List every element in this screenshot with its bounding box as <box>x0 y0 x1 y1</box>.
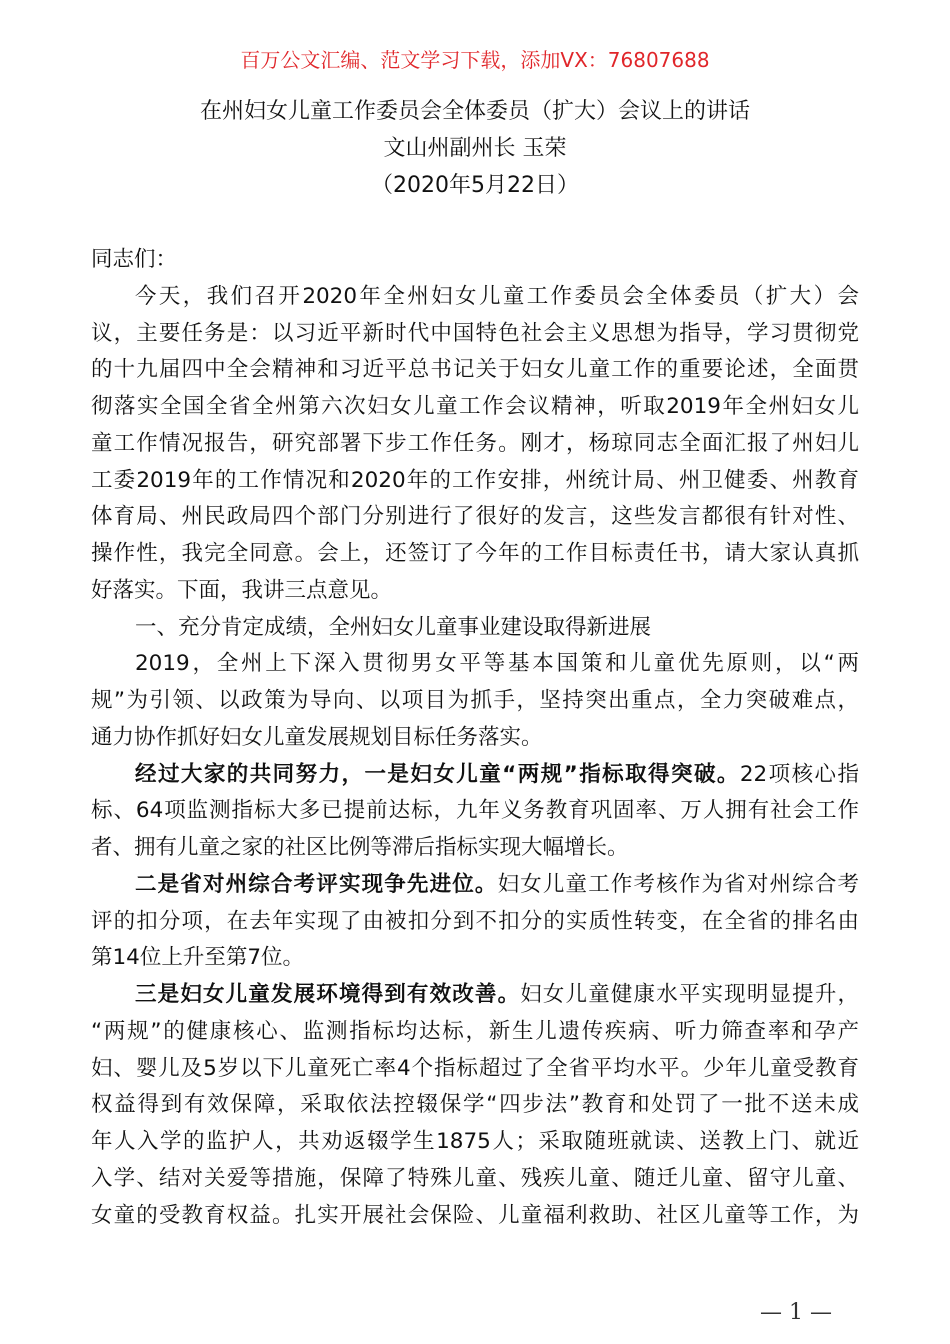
body-text: 通力协作抓好妇女儿童发展规划目标任务落实。 <box>91 724 543 750</box>
body-text: 评的扣分项，在去年实现了由被扣分到不扣分的实质性转变，在全省的排名由 <box>91 908 859 934</box>
text-line <box>91 943 859 973</box>
body-text: 2019，全州上下深入贯彻男女平等基本国策和儿童优先原则，以“两 <box>135 651 859 677</box>
text-line <box>91 319 859 349</box>
text-line <box>91 539 859 569</box>
text-line <box>91 466 859 496</box>
text-line <box>91 980 859 1010</box>
text-line <box>91 576 859 606</box>
body-text: 女童的受教育权益。扎实开展社会保险、儿童福利救助、社区儿童等工作，为 <box>91 1202 859 1228</box>
text-line <box>91 833 859 863</box>
text-line <box>91 686 859 716</box>
body-text: 入学、结对关爱等措施，保障了特殊儿童、残疾儿童、随迁儿童、留守儿童、 <box>91 1165 859 1191</box>
body-text: 妇女儿童工作考核作为省对州综合考 <box>497 871 859 897</box>
bold-lead-text: 经过大家的共同努力，一是妇女儿童“两规”指标取得突破。 <box>135 761 740 787</box>
text-line <box>91 649 859 679</box>
body-text: 操作性，我完全同意。会上，还签订了今年的工作目标责任书，请大家认真抓 <box>91 541 859 566</box>
text-line <box>91 870 859 900</box>
body-text: 者、拥有儿童之家的社区比例等滞后指标实现大幅增长。 <box>91 835 629 860</box>
text-line <box>91 907 859 937</box>
body-text: 体育局、州民政局四个部门分别进行了很好的发言，这些发言都很有针对性、 <box>91 504 859 530</box>
text-line <box>91 1127 859 1157</box>
page-number: — 1 — <box>760 1300 832 1325</box>
text-line <box>91 429 859 459</box>
body-text: 妇女儿童健康水平实现明显提升， <box>520 982 859 1007</box>
text-line <box>91 1054 859 1084</box>
text-line <box>91 1017 859 1047</box>
body-text: 的十九届四中全会精神和习近平总书记关于妇女儿童工作的重要论述，全面贯 <box>91 357 859 383</box>
body-text: 彻落实全国全省全州第六次妇女儿童工作会议精神，听取2019年全州妇女儿 <box>91 394 859 419</box>
bold-lead-text: 二是省对州综合考评实现争先进位。 <box>135 871 498 897</box>
body-text: 一、充分肯定成绩，全州妇女儿童事业建设取得新进展 <box>135 614 652 640</box>
body-text: 第14位上升至第7位。 <box>91 945 305 971</box>
text-line <box>91 613 859 643</box>
body-text: 今天，我们召开2020年全州妇女儿童工作委员会全体委员（扩大）会 <box>135 283 859 309</box>
body-text: 22项核心指 <box>739 761 860 787</box>
body-text: 标、64项监测指标大多已提前达标，九年义务教育巩固率、万人拥有社会工作 <box>91 798 859 824</box>
body-text: 好落实。下面，我讲三点意见。 <box>91 577 393 603</box>
speaker-byline: 文山州副州长 玉荣 <box>383 136 567 161</box>
text-line <box>91 723 859 753</box>
text-line <box>91 392 859 422</box>
text-line <box>91 282 859 312</box>
text-line <box>91 1090 859 1120</box>
body-text: 妇、婴儿及5岁以下儿童死亡率4个指标超过了全省平均水平。少年儿童受教育 <box>91 1055 859 1081</box>
body-text: “两规”的健康核心、监测指标均达标，新生儿遗传疾病、听力筛查率和孕产 <box>91 1018 859 1044</box>
text-line <box>91 355 859 385</box>
text-line <box>91 502 859 532</box>
text-line <box>91 1164 859 1194</box>
body-text: 权益得到有效保障，采取依法控辍保学“四步法”教育和处罚了一批不送未成 <box>91 1092 859 1118</box>
text-line <box>91 1201 859 1231</box>
watermark-banner: 百万公文汇编、范文学习下载，添加VX：76807688 <box>240 48 710 72</box>
body-text: 议，主要任务是：以习近平新时代中国特色社会主义思想为指导，学习贯彻党 <box>91 320 859 346</box>
body-text: 工委2019年的工作情况和2020年的工作安排，州统计局、州卫健委、州教育 <box>91 467 859 493</box>
bold-lead-text: 三是妇女儿童发展环境得到有效改善。 <box>135 982 521 1007</box>
body-text: 童工作情况报告，研究部署下步工作任务。刚才，杨琼同志全面汇报了州妇儿 <box>91 430 859 456</box>
body-text: 规”为引领、以政策为导向、以项目为抓手，坚持突出重点，全力突破难点， <box>91 688 859 713</box>
text-line <box>91 796 859 826</box>
text-line <box>91 760 859 790</box>
body-text: 年人入学的监护人，共劝返辍学生1875人；采取随班就读、送教上门、就近 <box>91 1129 859 1154</box>
document-title: 在州妇女儿童工作委员会全体委员（扩大）会议上的讲话 <box>199 99 750 124</box>
speech-date: （2020年5月22日） <box>371 173 579 198</box>
text-line <box>91 245 859 275</box>
body-text: 同志们： <box>91 247 178 272</box>
